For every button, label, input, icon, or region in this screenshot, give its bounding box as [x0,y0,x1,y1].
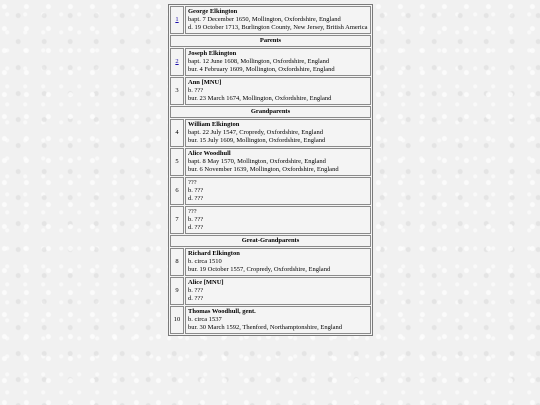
section-header-grandparents: Grandparents [170,106,371,118]
person-name: ??? [188,208,197,215]
person-birth: b. circa 1510 [188,258,222,265]
person-row [170,248,371,276]
person-details-cell [185,148,371,176]
person-number: 6 [170,177,184,205]
pedigree-chart-container [168,4,373,336]
person-number: 3 [170,77,184,105]
person-name: ??? [188,179,197,186]
person-row [170,77,371,105]
pedigree-table [168,4,373,336]
person-details-cell [185,206,371,234]
section-header-great-grandparents: Great-Grandparents [170,235,371,247]
person-details-cell [185,306,371,334]
person-row-subject [170,6,371,34]
person-details-cell [185,6,371,34]
person-details-cell [185,277,371,305]
person-burial: bur. 19 October 1557, Cropredy, Oxfordshire, England [188,266,331,273]
person-details-cell [185,177,371,205]
person-number: 8 [170,248,184,276]
person-number: 7 [170,206,184,234]
person-name: Richard Elkington [188,250,240,257]
person-row [170,306,371,334]
person-number: 4 [170,119,184,147]
section-header-row [170,35,371,47]
person-row [170,177,371,205]
section-header-parents: Parents [170,35,371,47]
person-birth: bapt. 12 June 1608, Mollington, Oxfordshire, England [188,58,330,65]
person-number-link[interactable]: 1 [175,16,179,23]
person-row [170,119,371,147]
person-details-cell [185,119,371,147]
person-burial: bur. 23 March 1674, Mollington, Oxfordshire, England [188,95,332,102]
person-birth: bapt. 8 May 1570, Mollington, Oxfordshire, England [188,158,326,165]
person-death: d. 19 October 1713, Burlington County, New Jersey, British America [188,24,368,31]
person-name: Joseph Elkington [188,50,237,57]
person-birth: b. ??? [188,87,204,94]
person-row [170,48,371,76]
person-name: William Elkington [188,121,240,128]
person-name: Ann [MNU] [188,79,222,86]
person-burial: bur. 4 February 1609, Mollington, Oxfordshire, England [188,66,335,73]
person-number-link[interactable]: 2 [175,58,179,65]
person-death: d. ??? [188,195,204,202]
person-details-cell [185,77,371,105]
person-number: 5 [170,148,184,176]
person-death: d. ??? [188,224,204,231]
person-number-cell [170,48,184,76]
person-number: 10 [170,306,184,334]
person-birth: b. ??? [188,187,204,194]
section-header-row [170,235,371,247]
person-birth: b. ??? [188,287,204,294]
person-name: Thomas Woodhull, gent. [188,308,256,315]
person-baptism: bapt. 7 December 1650, Mollington, Oxfordshire, England [188,16,341,23]
person-birth: b. circa 1537 [188,316,222,323]
person-number-cell [170,6,184,34]
section-header-row [170,106,371,118]
person-burial: bur. 6 November 1639, Mollington, Oxfordshire, England [188,166,339,173]
person-row [170,206,371,234]
person-number: 9 [170,277,184,305]
person-name: Alice Woodhull [188,150,231,157]
person-birth: b. ??? [188,216,204,223]
person-details-cell [185,48,371,76]
person-death: d. ??? [188,295,204,302]
person-burial: bur. 15 July 1609, Mollington, Oxfordshire, England [188,137,326,144]
person-birth: bapt. 22 July 1547, Cropredy, Oxfordshire, England [188,129,323,136]
person-name: Alice [MNU] [188,279,224,286]
person-details-cell [185,248,371,276]
person-name: George Elkington [188,8,238,15]
person-row [170,277,371,305]
person-row [170,148,371,176]
person-burial: bur. 30 March 1592, Thenford, Northamptonshire, England [188,324,343,331]
